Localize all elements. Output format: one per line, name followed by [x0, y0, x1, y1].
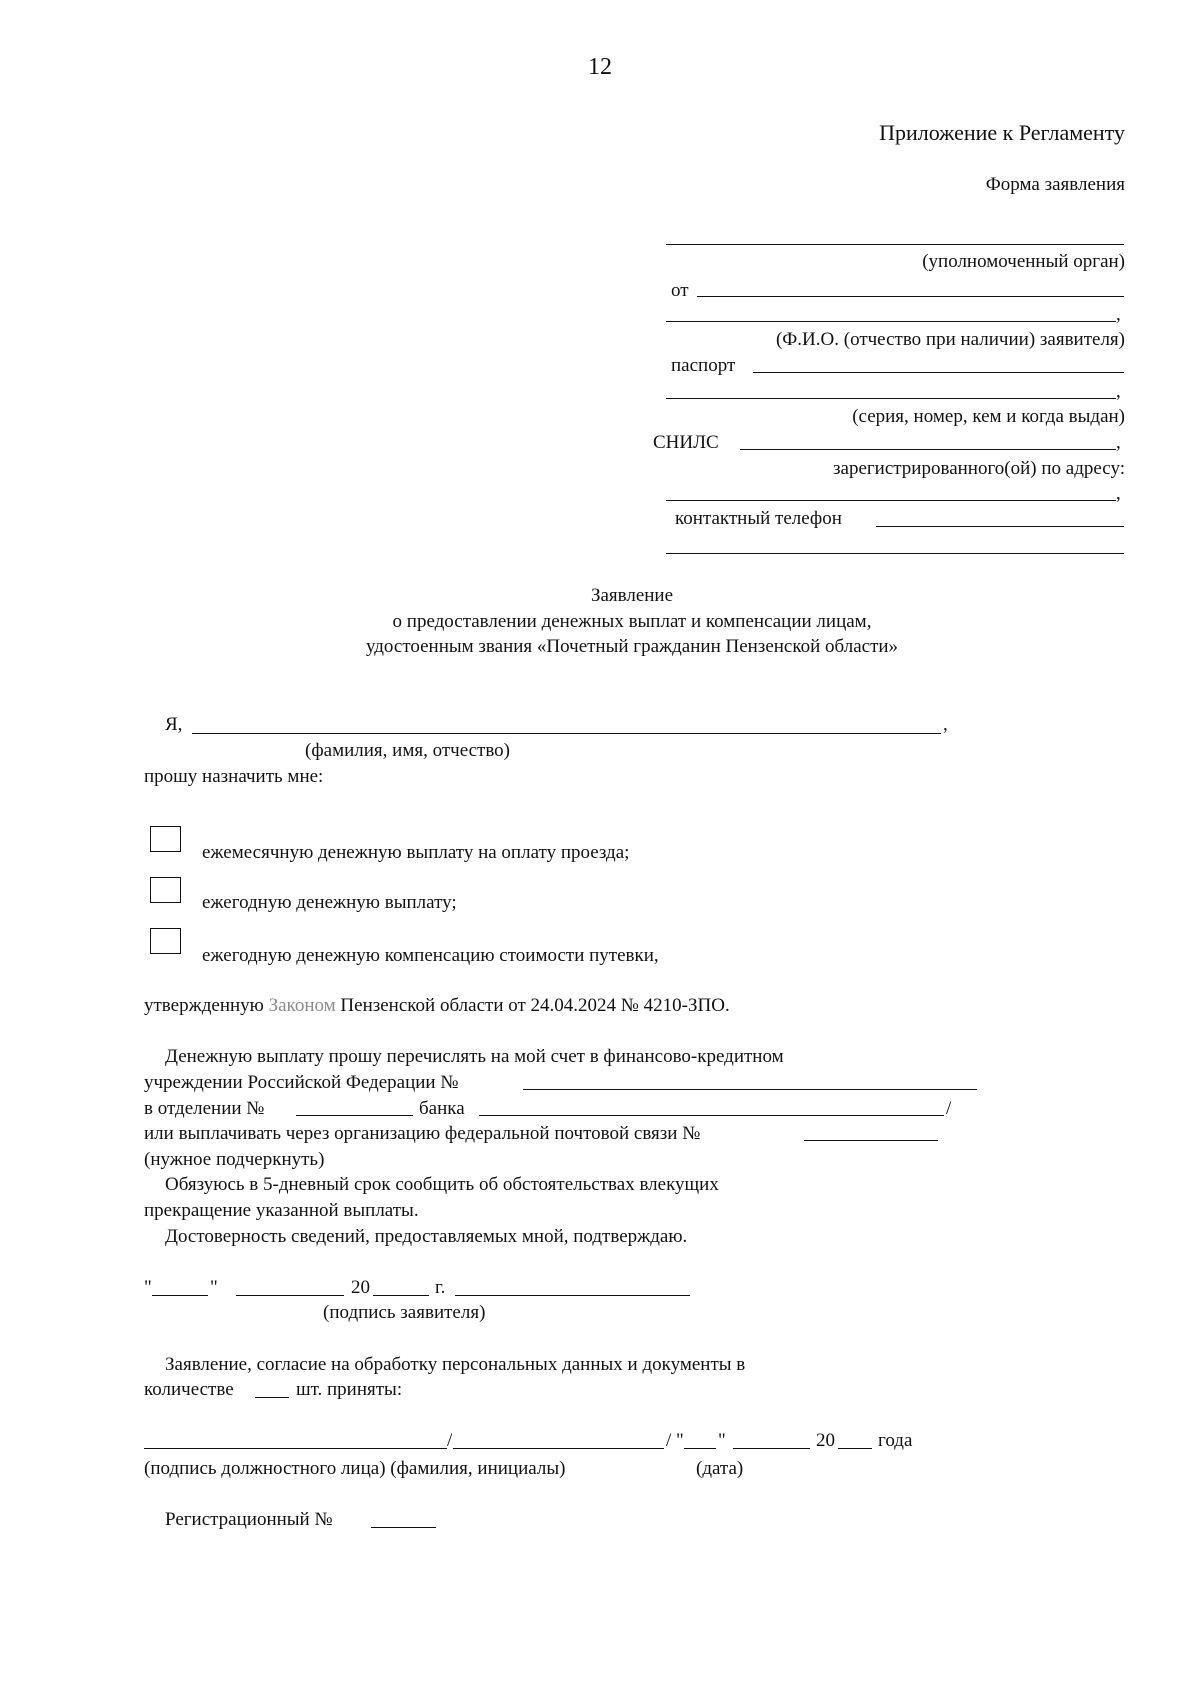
extra-field-line[interactable] [666, 553, 1124, 554]
accepted-count-label: количестве [144, 1379, 234, 1400]
bank-field-line[interactable] [479, 1115, 944, 1116]
i-label: Я, [165, 714, 183, 735]
slash: / [447, 1430, 453, 1451]
form-heading: Форма заявления [985, 174, 1125, 195]
bank-label: банка [419, 1098, 465, 1119]
passport-label: паспорт [671, 355, 736, 376]
authority-field-line[interactable] [666, 244, 1124, 245]
from-field-line[interactable] [697, 296, 1124, 297]
branch-field-line[interactable] [296, 1115, 413, 1116]
title-line-2: о предоставлении денежных выплат и компенсации лицам, [392, 611, 872, 632]
address-field-line[interactable] [666, 500, 1116, 501]
account-field-line[interactable] [523, 1089, 977, 1090]
accepted-line-1: Заявление, согласие на обработку персональных данных и документы в [165, 1354, 746, 1375]
quote-close: " [718, 1430, 726, 1451]
day-field-line[interactable] [152, 1295, 208, 1296]
confirmation-text: Достоверность сведений, предоставляемых мной, подтверждаю. [165, 1226, 688, 1247]
authority-label: (уполномоченный орган) [922, 251, 1125, 272]
accept-year-prefix: 20 [816, 1430, 835, 1451]
registration-number-field-line[interactable] [371, 1527, 436, 1528]
month-field-line[interactable] [236, 1295, 344, 1296]
option-label: ежемесячную денежную выплату на оплату проезда; [202, 842, 630, 863]
quote-open: " [676, 1430, 684, 1451]
underline-hint: (нужное подчеркнуть) [144, 1149, 325, 1170]
applicant-signature-field-line[interactable] [455, 1295, 690, 1296]
law-suffix: Пензенской области от 24.04.2024 № 4210-ЗПО. [340, 995, 730, 1016]
slash: / [946, 1098, 952, 1119]
officer-hint: (подпись должностного лица) (фамилия, инициалы) [144, 1458, 566, 1479]
registration-label: Регистрационный № [165, 1509, 333, 1530]
quote-open: " [144, 1277, 152, 1298]
quote-close: " [210, 1277, 218, 1298]
snils-label: СНИЛС [653, 432, 719, 453]
signature-hint: (подпись заявителя) [323, 1302, 486, 1323]
accept-year-field-line[interactable] [838, 1448, 872, 1449]
comma: , [1116, 381, 1121, 402]
page-number: 12 [588, 54, 612, 80]
passport-field-line-2[interactable] [666, 398, 1116, 399]
title-line-3: удостоенным звания «Почетный гражданин Пензенской области» [365, 636, 899, 657]
law-link[interactable]: Законом [268, 995, 336, 1016]
officer-signature-field-line[interactable] [144, 1448, 447, 1449]
accept-month-field-line[interactable] [733, 1448, 810, 1449]
slash: / [666, 1430, 672, 1451]
obligation-line-1: Обязуюсь в 5-дневный срок сообщить об обстоятельствах влекущих [165, 1174, 719, 1195]
snils-field-line[interactable] [740, 449, 1116, 450]
law-reference [144, 994, 730, 1018]
payment-line-1: Денежную выплату прошу перечислять на мой счет в финансово-кредитном [165, 1046, 784, 1067]
comma: , [1116, 304, 1121, 325]
option-label: ежегодную денежную выплату; [202, 892, 457, 913]
option-checkbox[interactable] [150, 877, 181, 903]
fio-hint: (фамилия, имя, отчество) [305, 740, 511, 761]
branch-label: в отделении № [144, 1098, 265, 1119]
option-checkbox[interactable] [150, 928, 181, 954]
applicant-fio-field-line[interactable] [666, 321, 1116, 322]
from-label: от [671, 280, 689, 301]
passport-field-line[interactable] [753, 372, 1124, 373]
post-office-field-line[interactable] [804, 1140, 938, 1141]
accept-year-suffix: года [878, 1430, 913, 1451]
obligation-line-2: прекращение указанной выплаты. [144, 1200, 419, 1221]
option-checkbox[interactable] [150, 826, 181, 852]
comma: , [1116, 432, 1121, 453]
phone-field-line[interactable] [876, 526, 1124, 527]
accept-day-field-line[interactable] [684, 1448, 716, 1449]
payment-line-2: учреждении Российской Федерации № [144, 1072, 459, 1093]
year-suffix: г. [435, 1277, 446, 1298]
fio-label: (Ф.И.О. (отчество при наличии) заявителя) [775, 329, 1125, 350]
applicant-name-field-line[interactable] [192, 733, 941, 734]
year-field-line[interactable] [373, 1295, 429, 1296]
law-prefix: утвержденную [144, 995, 264, 1016]
comma: , [1116, 483, 1121, 504]
comma: , [943, 714, 948, 735]
date-hint: (дата) [696, 1458, 744, 1479]
passport-hint: (серия, номер, кем и когда выдан) [852, 406, 1125, 427]
address-label: зарегистрированного(ой) по адресу: [833, 458, 1125, 479]
appendix-heading: Приложение к Регламенту [879, 120, 1125, 145]
year-prefix: 20 [351, 1277, 370, 1298]
accepted-count-suffix: шт. приняты: [296, 1379, 403, 1400]
request-text: прошу назначить мне: [144, 766, 324, 787]
officer-name-field-line[interactable] [453, 1448, 664, 1449]
document-count-field-line[interactable] [255, 1397, 289, 1398]
phone-label: контактный телефон [675, 508, 842, 529]
option-label: ежегодную денежную компенсацию стоимости путевки, [202, 945, 659, 966]
title-line-1: Заявление [590, 585, 674, 606]
post-label: или выплачивать через организацию федеральной почтовой связи № [144, 1123, 701, 1144]
